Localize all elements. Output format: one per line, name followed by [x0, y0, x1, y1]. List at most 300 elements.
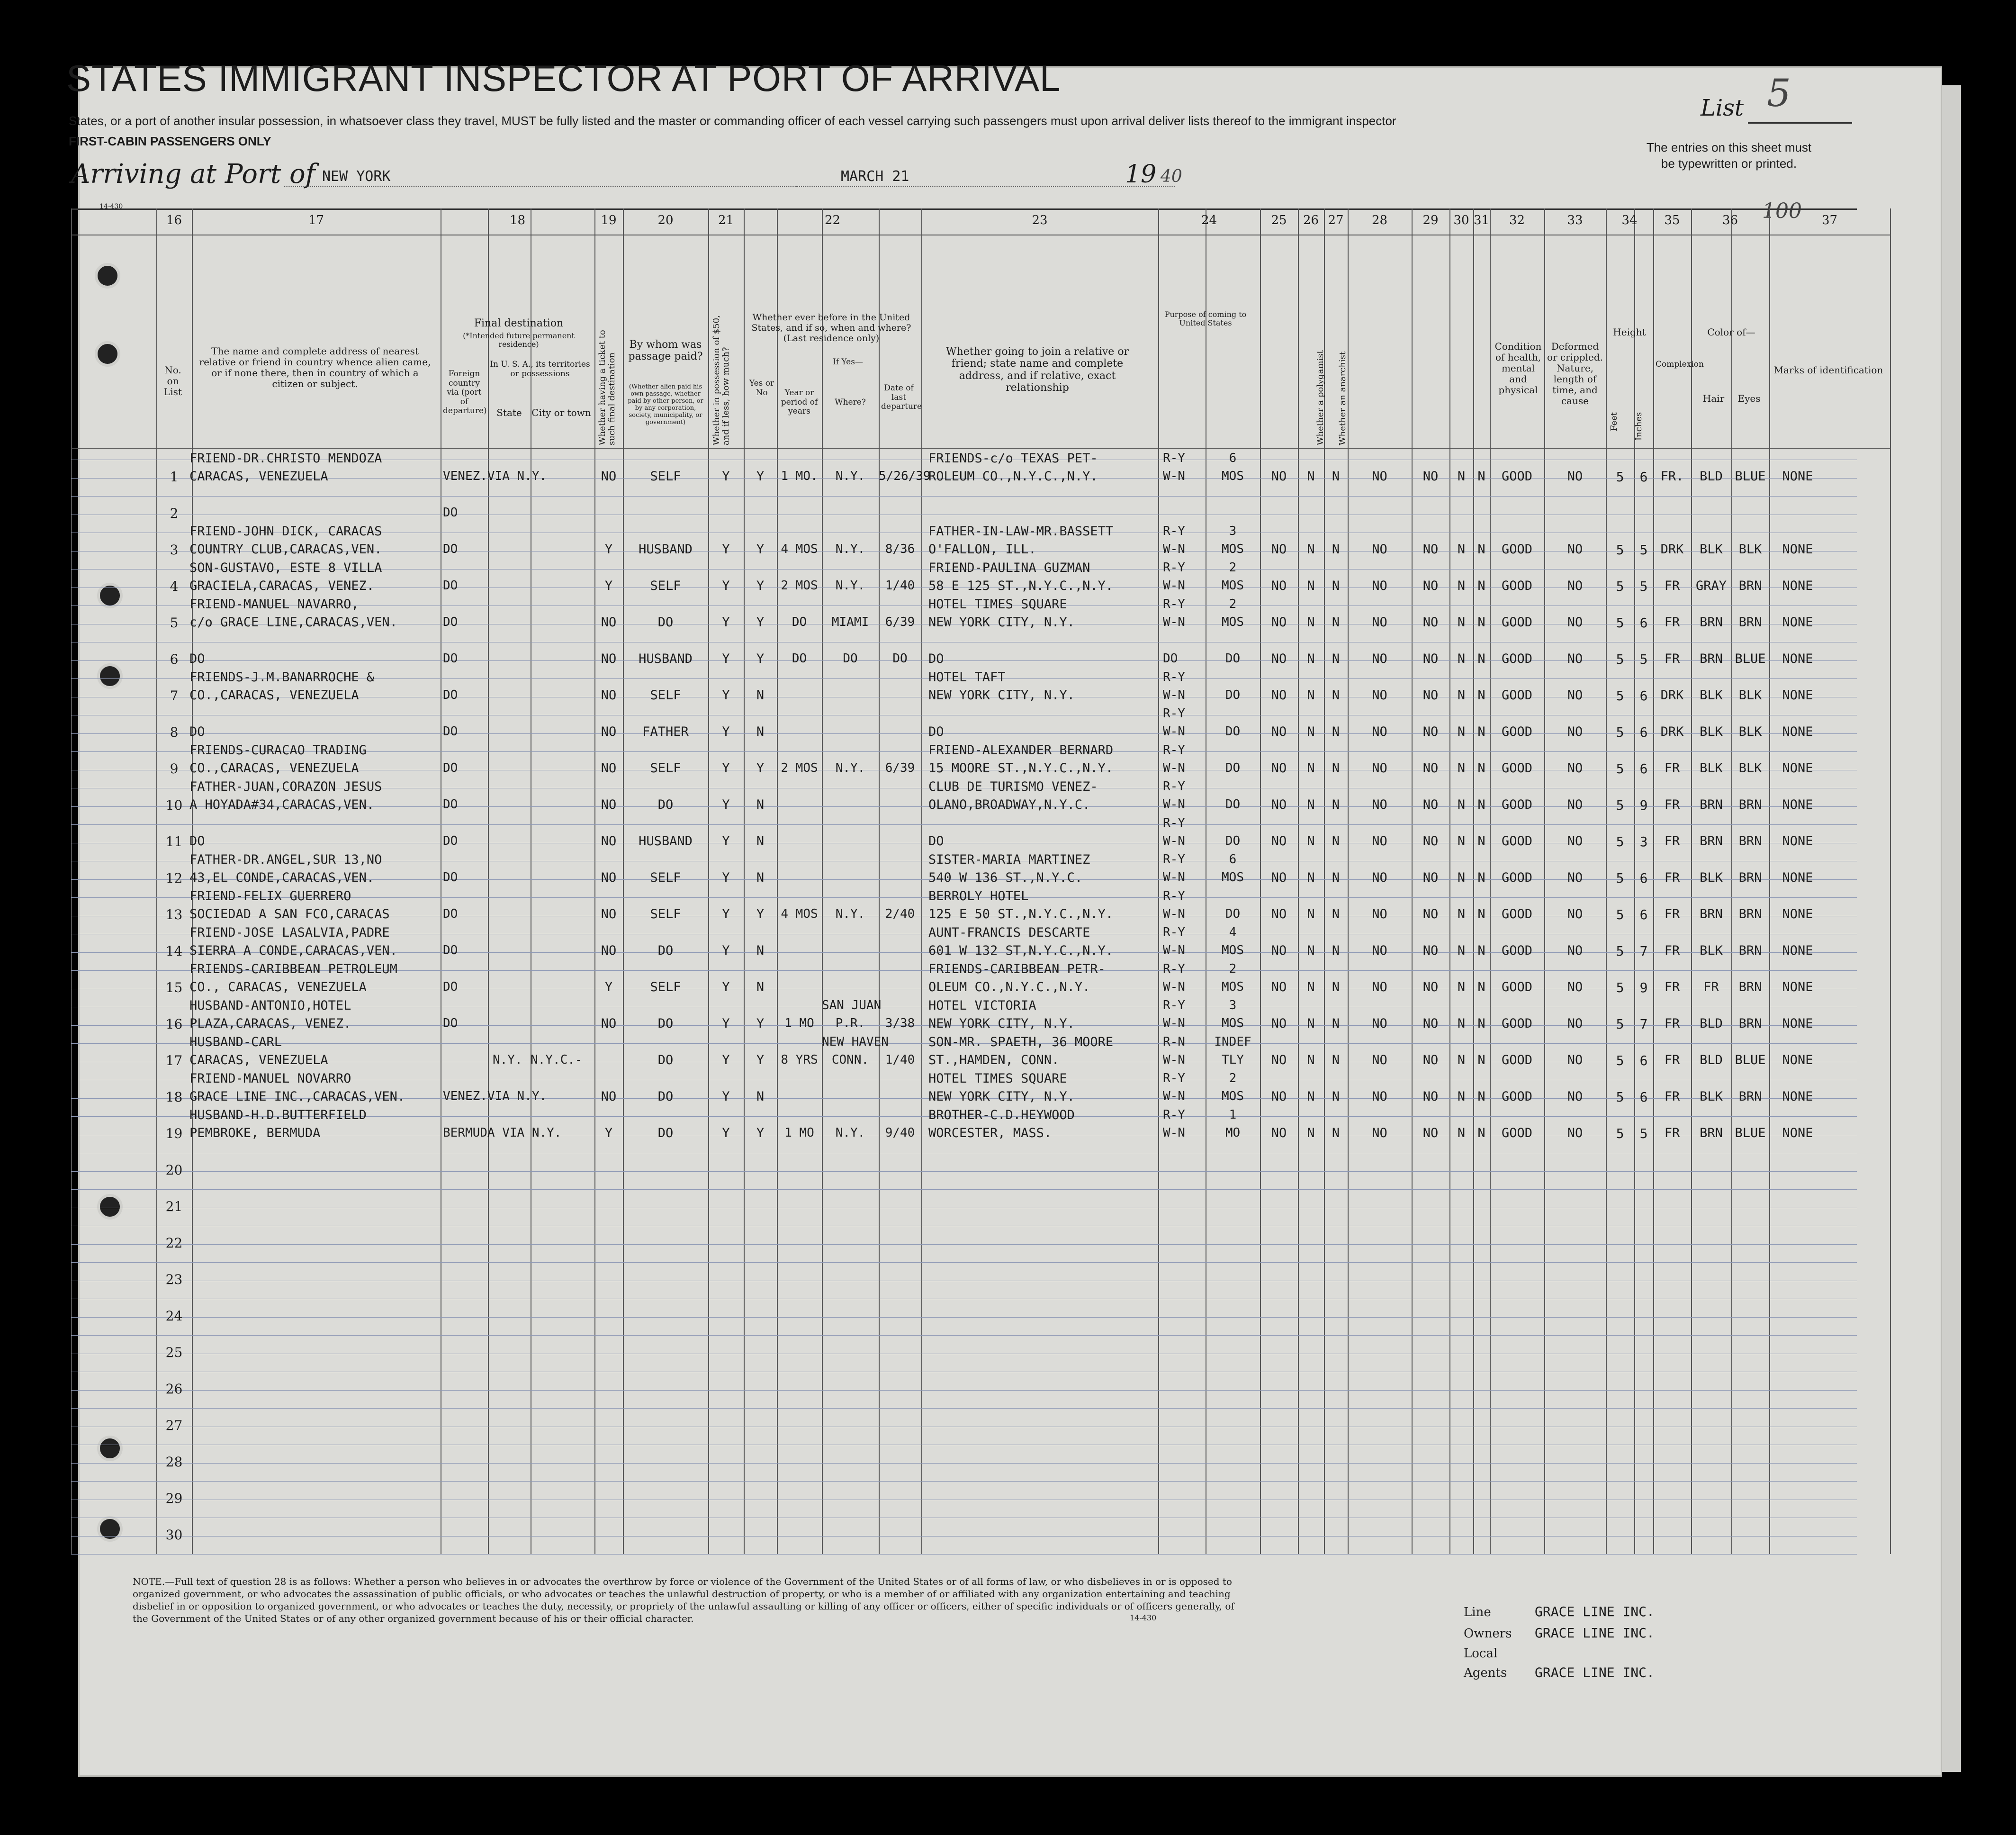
deformed: NO: [1567, 1089, 1583, 1104]
identification-marks: NONE: [1782, 1089, 1813, 1104]
eye-color: BRN: [1738, 870, 1762, 885]
header-color-of: Color of—: [1707, 326, 1755, 338]
length-line-2: MOS: [1222, 943, 1244, 958]
foreign-port: DO: [443, 506, 458, 520]
length-line-2: MOS: [1222, 542, 1244, 556]
join-line-1: FATHER-IN-LAW-MR.BASSETT: [928, 524, 1114, 539]
join-line-2: ROLEUM CO.,N.Y.C.,N.Y.: [928, 469, 1098, 484]
q30: N: [1457, 579, 1466, 593]
has-ticket: Y: [604, 579, 613, 593]
q31: N: [1477, 907, 1485, 922]
join-line-2: 540 W 136 ST.,N.Y.C.: [928, 870, 1083, 885]
departure-date: DO: [892, 651, 908, 666]
join-line-2: OLEUM CO.,N.Y.C.,N.Y.: [928, 980, 1090, 994]
has-fifty: Y: [722, 615, 730, 630]
identification-marks: NONE: [1782, 797, 1813, 812]
passage-paid-by: SELF: [650, 688, 681, 703]
length-line-2: MOS: [1222, 980, 1244, 994]
join-line-1: HOTEL TIMES SQUARE: [928, 597, 1067, 612]
q30: N: [1457, 980, 1466, 994]
identification-marks: NONE: [1782, 542, 1813, 557]
has-fifty: Y: [722, 1089, 730, 1104]
relative-address-line-2: c/o GRACE LINE,CARACAS,VEN.: [189, 615, 397, 630]
q25: NO: [1271, 724, 1287, 739]
complexion: FR: [1664, 907, 1680, 922]
column-number: 34: [1621, 213, 1638, 227]
header-polygamist: Whether a polygamist: [1315, 350, 1325, 445]
height-inches: 5: [1639, 542, 1648, 558]
deformed: NO: [1567, 615, 1583, 630]
where: N.Y.: [835, 542, 865, 556]
ruled-line: [71, 1317, 1857, 1318]
has-fifty: Y: [722, 797, 730, 812]
q27-anarchist: N: [1332, 579, 1340, 593]
eye-color: BLK: [1738, 688, 1762, 703]
q25: NO: [1271, 542, 1287, 557]
height-inches: 6: [1639, 907, 1648, 922]
row-number: 20: [165, 1162, 183, 1178]
header-city: City or town: [531, 407, 591, 418]
height-feet: 5: [1616, 1016, 1624, 1032]
q27-anarchist: N: [1332, 907, 1340, 922]
q27-anarchist: N: [1332, 1016, 1340, 1031]
form-id-bottom: 14-430: [1130, 1613, 1157, 1622]
q31: N: [1477, 1016, 1485, 1031]
complexion: FR.: [1660, 469, 1684, 484]
period: 8 YRS: [781, 1053, 818, 1067]
has-ticket: NO: [601, 1016, 617, 1031]
identification-marks: NONE: [1782, 651, 1813, 666]
row-number: 26: [165, 1381, 183, 1397]
length-line-1: 4: [1229, 925, 1237, 940]
height-feet: 5: [1616, 907, 1624, 922]
purpose-line-1: R-Y: [1163, 779, 1185, 794]
ever-before: N: [756, 943, 765, 958]
row-number: 10: [165, 797, 183, 813]
deformed: NO: [1567, 688, 1583, 703]
q27-anarchist: N: [1332, 1053, 1340, 1067]
date-line: [796, 186, 1175, 187]
where-line-2: P.R.: [835, 1016, 865, 1030]
header-inches: Inches: [1634, 412, 1644, 441]
health: GOOD: [1501, 797, 1533, 812]
ruled-line: [71, 1536, 1857, 1537]
q28: NO: [1372, 797, 1387, 812]
q30: N: [1457, 907, 1466, 922]
relative-address-line-1: FRIEND-FELIX GUERRERO: [189, 889, 351, 904]
hair-color: GRAY: [1695, 579, 1727, 593]
identification-marks: NONE: [1782, 469, 1813, 484]
q26-polygamist: N: [1307, 651, 1315, 666]
height-feet: 5: [1616, 579, 1624, 594]
q27-anarchist: N: [1332, 615, 1340, 630]
q28: NO: [1372, 907, 1387, 922]
passage-paid-by: FATHER: [642, 724, 689, 739]
relative-address-line-2: SIERRA A CONDE,CARACAS,VEN.: [189, 943, 397, 958]
height-inches: 9: [1639, 797, 1648, 813]
column-rule: [879, 208, 880, 1554]
has-ticket: NO: [601, 797, 617, 812]
relative-address-line-1: FRIENDS-CARIBBEAN PETROLEUM: [189, 962, 397, 976]
row-number: 22: [165, 1235, 183, 1251]
passage-paid-by: HUSBAND: [639, 834, 693, 849]
hair-color: BLK: [1700, 761, 1723, 776]
has-ticket: NO: [601, 651, 617, 666]
q28: NO: [1372, 1053, 1387, 1067]
period: 4 MOS: [781, 907, 818, 921]
q28: NO: [1372, 834, 1387, 849]
q29: NO: [1422, 615, 1439, 630]
relative-address-line-2: PEMBROKE, BERMUDA: [189, 1126, 321, 1140]
period: 1 MO: [784, 1126, 814, 1140]
join-line-1: FRIEND-ALEXANDER BERNARD: [928, 743, 1114, 758]
q28: NO: [1372, 761, 1387, 776]
q26-polygamist: N: [1307, 797, 1315, 812]
join-line-2: O'FALLON, ILL.: [928, 542, 1036, 557]
length-line-2: DO: [1225, 724, 1241, 739]
header-fifty-dollars: Whether in possession of $50, and if less, how much?: [711, 315, 731, 445]
header-eyes: Eyes: [1737, 393, 1761, 404]
q29: NO: [1422, 1016, 1439, 1031]
hair-color: BLK: [1700, 943, 1723, 958]
complexion: FR: [1664, 651, 1680, 666]
departure-date: 6/39: [885, 615, 915, 629]
where: N.Y.: [835, 907, 865, 921]
has-fifty: Y: [722, 1016, 730, 1031]
hair-color: BRN: [1700, 834, 1723, 849]
ever-before: N: [756, 870, 765, 885]
hair-color: BLK: [1700, 688, 1723, 703]
ruled-line: [71, 1244, 1857, 1245]
q31: N: [1477, 870, 1485, 885]
typing-instructions-line-1: The entries on this sheet must: [1646, 140, 1812, 154]
eye-color: BRN: [1738, 797, 1762, 812]
purpose-line-2: W-N: [1163, 724, 1185, 739]
q28: NO: [1372, 870, 1387, 885]
q29: NO: [1422, 1089, 1439, 1104]
purpose-line-1: R-Y: [1163, 451, 1185, 465]
where: N.Y.: [835, 1126, 865, 1140]
relative-address-line-2: GRACIELA,CARACAS, VENEZ.: [189, 579, 375, 593]
hair-color: BLK: [1700, 870, 1723, 885]
owners-label: Owners: [1464, 1626, 1512, 1641]
date-value: MARCH 21: [841, 168, 909, 185]
ruled-line: [71, 1554, 1857, 1555]
length-line-2: DO: [1225, 907, 1241, 921]
purpose-line-1: R-Y: [1163, 962, 1185, 976]
q25: NO: [1271, 579, 1287, 593]
q31: N: [1477, 761, 1485, 776]
q30: N: [1457, 1126, 1466, 1140]
has-fifty: Y: [722, 834, 730, 849]
q28: NO: [1372, 688, 1387, 703]
has-ticket: NO: [601, 688, 617, 703]
ever-before: Y: [756, 469, 765, 484]
purpose-line-2: W-N: [1163, 870, 1185, 885]
ruled-line: [71, 1189, 1857, 1190]
has-fifty: Y: [722, 1126, 730, 1140]
q26-polygamist: N: [1307, 907, 1315, 922]
has-fifty: Y: [722, 651, 730, 666]
where-line-2: CONN.: [831, 1053, 869, 1067]
complexion: DRK: [1660, 688, 1684, 703]
q26-polygamist: N: [1307, 1126, 1315, 1140]
header-ticket: Whether having a ticket to such final destination: [597, 330, 617, 445]
relative-address-line-2: CO.,CARACAS, VENEZUELA: [189, 688, 359, 703]
header-date-departure: Date of last departure: [881, 383, 922, 412]
foreign-port: DO: [443, 980, 458, 994]
identification-marks: NONE: [1782, 688, 1813, 703]
row-number: 25: [165, 1345, 183, 1360]
hair-color: BLK: [1700, 724, 1723, 739]
q25: NO: [1271, 797, 1287, 812]
row-number: 3: [170, 542, 179, 558]
q29: NO: [1422, 688, 1439, 703]
q27-anarchist: N: [1332, 797, 1340, 812]
instructions-text: States, or a port of another insular possession, in whatsoever class they travel, MUST be fully listed and the master or commanding officer of each vessel carrying such passengers must upon arrival deliver lists thereof to the immigrant inspector: [69, 114, 1396, 128]
identification-marks: NONE: [1782, 943, 1813, 958]
health: GOOD: [1501, 980, 1533, 994]
ever-before: N: [756, 1089, 765, 1104]
q31: N: [1477, 834, 1485, 849]
relative-address-line-1: HUSBAND-CARL: [189, 1035, 282, 1049]
page-title: STATES IMMIGRANT INSPECTOR AT PORT OF ARRIVAL: [66, 57, 1061, 99]
where: N.Y.: [835, 579, 865, 593]
passage-paid-by: HUSBAND: [639, 542, 693, 557]
q28: NO: [1372, 1016, 1387, 1031]
length-line-1: 1: [1229, 1108, 1237, 1122]
deformed: NO: [1567, 834, 1583, 849]
foreign-port: DO: [443, 1016, 458, 1030]
length-line-1: 2: [1229, 962, 1237, 976]
complexion: FR: [1664, 1089, 1680, 1104]
passage-paid-by: DO: [657, 1016, 674, 1031]
q28: NO: [1372, 724, 1387, 739]
column-number: 35: [1664, 213, 1680, 227]
purpose-line-2: W-N: [1163, 1053, 1185, 1067]
list-number: 5: [1767, 71, 1791, 115]
relative-address-line-1: HUSBAND-H.D.BUTTERFIELD: [189, 1108, 367, 1122]
foreign-port: DO: [443, 724, 458, 739]
relative-address-line-2: DO: [189, 834, 205, 849]
purpose-line-2: W-N: [1163, 688, 1185, 702]
vessel-info: [1464, 1601, 1655, 1683]
column-number: 33: [1567, 213, 1583, 227]
ruled-line: [71, 1335, 1857, 1336]
q29: NO: [1422, 943, 1439, 958]
purpose-line-1: R-Y: [1163, 1071, 1185, 1085]
q27-anarchist: N: [1332, 834, 1340, 849]
eye-color: BLK: [1738, 542, 1762, 557]
q29: NO: [1422, 1053, 1439, 1067]
q30: N: [1457, 1016, 1466, 1031]
column-number: 32: [1509, 213, 1525, 227]
q30: N: [1457, 834, 1466, 849]
row-number: 7: [170, 688, 179, 704]
period: 2 MOS: [781, 579, 818, 593]
join-line-2: NEW YORK CITY, N.Y.: [928, 1089, 1075, 1104]
departure-date: 1/40: [885, 1053, 915, 1067]
column-number: 31: [1473, 213, 1490, 227]
departure-date: 3/38: [885, 1016, 915, 1030]
length-line-2: DO: [1225, 761, 1241, 775]
passage-paid-by: SELF: [650, 870, 681, 885]
ruled-line: [71, 1408, 1857, 1409]
passage-paid-by: SELF: [650, 980, 681, 994]
q25: NO: [1271, 870, 1287, 885]
period: 1 MO: [784, 1016, 814, 1030]
health: GOOD: [1501, 615, 1533, 630]
join-line-2: NEW YORK CITY, N.Y.: [928, 688, 1075, 703]
column-number: 26: [1303, 213, 1319, 227]
q30: N: [1457, 870, 1466, 885]
header-no-on-list: No. on List: [164, 364, 182, 398]
q28: NO: [1372, 1089, 1387, 1104]
period: DO: [792, 615, 807, 629]
row-number: 15: [165, 980, 183, 995]
ever-before: Y: [756, 1053, 765, 1067]
relative-address-line-2: 43,EL CONDE,CARACAS,VEN.: [189, 870, 375, 885]
header-yes-no: Yes or No: [749, 379, 774, 398]
height-feet: 5: [1616, 688, 1624, 704]
q26-polygamist: N: [1307, 870, 1315, 885]
join-line-2: DO: [928, 834, 944, 849]
complexion: FR: [1664, 943, 1680, 958]
ruled-line: [71, 1262, 1857, 1263]
relative-address-line-2: PLAZA,CARACAS, VENEZ.: [189, 1016, 351, 1031]
foreign-port: DO: [443, 761, 458, 775]
purpose-line-2: DO: [1163, 651, 1178, 666]
relative-address-line-1: HUSBAND-ANTONIO,HOTEL: [189, 998, 351, 1013]
row-number: 4: [170, 579, 179, 594]
has-fifty: Y: [722, 907, 730, 922]
list-label: List: [1701, 95, 1744, 121]
height-inches: 7: [1639, 1016, 1648, 1032]
hair-color: BRN: [1700, 651, 1723, 666]
passage-paid-by: SELF: [650, 761, 681, 776]
join-line-2: NEW YORK CITY, N.Y.: [928, 1016, 1075, 1031]
height-feet: 5: [1616, 943, 1624, 959]
row-number: 27: [165, 1418, 183, 1433]
q26-polygamist: N: [1307, 688, 1315, 703]
relative-address-line-2: SOCIEDAD A SAN FCO,CARACAS: [189, 907, 390, 922]
q27-anarchist: N: [1332, 1126, 1340, 1140]
foreign-port: DO: [443, 651, 458, 666]
foreign-port: DO: [443, 943, 458, 958]
complexion: FR: [1664, 761, 1680, 776]
hair-color: BLD: [1700, 1016, 1723, 1031]
ever-before: N: [756, 724, 765, 739]
column-number: 25: [1271, 213, 1287, 227]
q31: N: [1477, 469, 1485, 484]
eye-color: BRN: [1738, 834, 1762, 849]
form-id: 14-430: [99, 203, 123, 210]
foreign-port: BERMUDA VIA N.Y.: [443, 1126, 562, 1140]
identification-marks: NONE: [1782, 907, 1813, 922]
eye-color: BRN: [1738, 579, 1762, 593]
header-anarchist: Whether an anarchist: [1338, 351, 1348, 445]
row-number: 29: [165, 1491, 183, 1506]
q31: N: [1477, 724, 1485, 739]
complexion: FR: [1664, 1053, 1680, 1067]
column-rule: [1890, 208, 1891, 1554]
has-ticket: NO: [601, 469, 617, 484]
height-feet: 5: [1616, 870, 1624, 886]
ruled-line: [71, 1171, 1857, 1172]
column-number: 27: [1328, 213, 1344, 227]
q25: NO: [1271, 1053, 1287, 1067]
ever-before: Y: [756, 1016, 765, 1031]
column-number: 30: [1453, 213, 1469, 227]
height-inches: 6: [1639, 469, 1648, 485]
column-number: 36: [1722, 213, 1738, 227]
join-line-2: DO: [928, 651, 944, 666]
row-number: 30: [165, 1527, 183, 1543]
identification-marks: NONE: [1782, 980, 1813, 994]
q27-anarchist: N: [1332, 724, 1340, 739]
height-feet: 5: [1616, 1053, 1624, 1068]
q27-anarchist: N: [1332, 469, 1340, 484]
height-inches: 6: [1639, 615, 1648, 631]
purpose-line-2: W-N: [1163, 943, 1185, 958]
purpose-line-1: R-Y: [1163, 524, 1185, 538]
row-number: 2: [170, 506, 179, 521]
q25: NO: [1271, 688, 1287, 703]
complexion: DRK: [1660, 542, 1684, 557]
q26-polygamist: N: [1307, 834, 1315, 849]
eye-color: BLUE: [1735, 1126, 1766, 1140]
purpose-line-2: W-N: [1163, 1089, 1185, 1103]
has-ticket: NO: [601, 1089, 617, 1104]
header-rule: [71, 448, 1890, 449]
q28: NO: [1372, 980, 1387, 994]
where-line-1: NEW HAVEN: [822, 1035, 889, 1049]
purpose-line-1: R-Y: [1163, 816, 1185, 830]
complexion: FR: [1664, 797, 1680, 812]
ever-before: N: [756, 980, 765, 994]
height-inches: 3: [1639, 834, 1648, 850]
eye-color: BLK: [1738, 761, 1762, 776]
port-line: [284, 186, 853, 187]
relative-address-line-1: FRIEND-JOSE LASALVIA,PADRE: [189, 925, 390, 940]
hair-color: BRN: [1700, 615, 1723, 630]
q27-anarchist: N: [1332, 943, 1340, 958]
ruled-line: [71, 824, 1857, 825]
identification-marks: NONE: [1782, 1126, 1813, 1140]
header-relative-address: The name and complete address of nearest relative or friend in country whence alien came, or if none there, then in country of which a citizen or subject.: [199, 345, 431, 389]
height-feet: 5: [1616, 469, 1624, 485]
column-number: 20: [657, 213, 674, 227]
relative-address-line-1: FATHER-DR.ANGEL,SUR 13,NO: [189, 852, 382, 867]
year-suffix: 40: [1161, 167, 1182, 186]
column-number: 18: [509, 213, 526, 227]
purpose-line-1: R-Y: [1163, 706, 1185, 721]
foreign-port: DO: [443, 542, 458, 556]
purpose-line-1: R-Y: [1163, 925, 1185, 940]
q29: NO: [1422, 1126, 1439, 1140]
purpose-line-1: R-Y: [1163, 560, 1185, 575]
q28: NO: [1372, 651, 1387, 666]
join-line-1: AUNT-FRANCIS DESCARTE: [928, 925, 1090, 940]
join-line-1: FRIEND-PAULINA GUZMAN: [928, 560, 1090, 575]
q27-anarchist: N: [1332, 761, 1340, 776]
q30: N: [1457, 469, 1466, 484]
q30: N: [1457, 688, 1466, 703]
has-ticket: NO: [601, 761, 617, 776]
question-28-note: NOTE.—Full text of question 28 is as follows: Whether a person who believes in or advocates the overthrow by force or violence of the Government of the United States or of all forms of law, or who disbelieves in or is opposed to organized government, or who advocates the assassination of public officials, or who advocates or teaches the unlawful destruction of property, or who is a member of or affiliated with any organization entertaining and teaching disbelief in or opposition to organized government, or who advocates or teaches the duty, necessity, or propriety of the unlawful assaulting or killing of any officer or officers, either of specific individuals or of officers generally, of the Government of the United States or of any other organized government because of his or their official character.: [133, 1576, 1234, 1624]
ever-before: Y: [756, 907, 765, 922]
relative-address-line-2: GRACE LINE INC.,CARACAS,VEN.: [189, 1089, 405, 1104]
